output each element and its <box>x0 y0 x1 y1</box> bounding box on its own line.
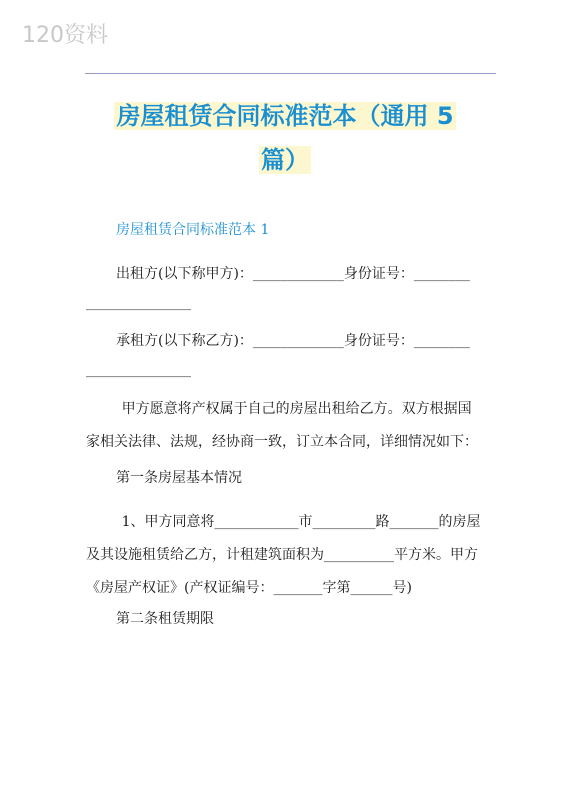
lessee-line: 承租方(以下称乙方)：_____________身份证号：________ <box>116 333 470 349</box>
lessor-line: 出租方(以下称甲方)：_____________身份证号：________ <box>116 266 470 282</box>
title-line-1: 房屋租赁合同标准范本（通用 5 <box>116 102 454 130</box>
article-1-body: 1、甲方同意将____________市_________路_______的房屋及其设施租赁给乙方，计租建筑面积为__________平方米。甲方《房屋产权证》(产权证编号：_______字第______号) <box>86 514 481 596</box>
article-1-title: 第一条房屋基本情况 <box>116 470 242 486</box>
section-title: 房屋租赁合同标准范本 1 <box>116 222 270 238</box>
article-2-title: 第二条租赁期限 <box>116 611 214 627</box>
lessee-line-continued: _______________ <box>86 362 191 378</box>
watermark-logo: 120资料 <box>22 23 108 48</box>
document-title <box>90 94 480 182</box>
intro-paragraph: 甲方愿意将产权属于自己的房屋出租给乙方。双方根据国家相关法律、法规，经协商一致，订立本合同，详细情况如下： <box>86 401 478 450</box>
lessor-line-continued: _______________ <box>86 295 191 311</box>
header-divider <box>85 73 496 74</box>
title-line-2: 篇） <box>261 146 309 174</box>
